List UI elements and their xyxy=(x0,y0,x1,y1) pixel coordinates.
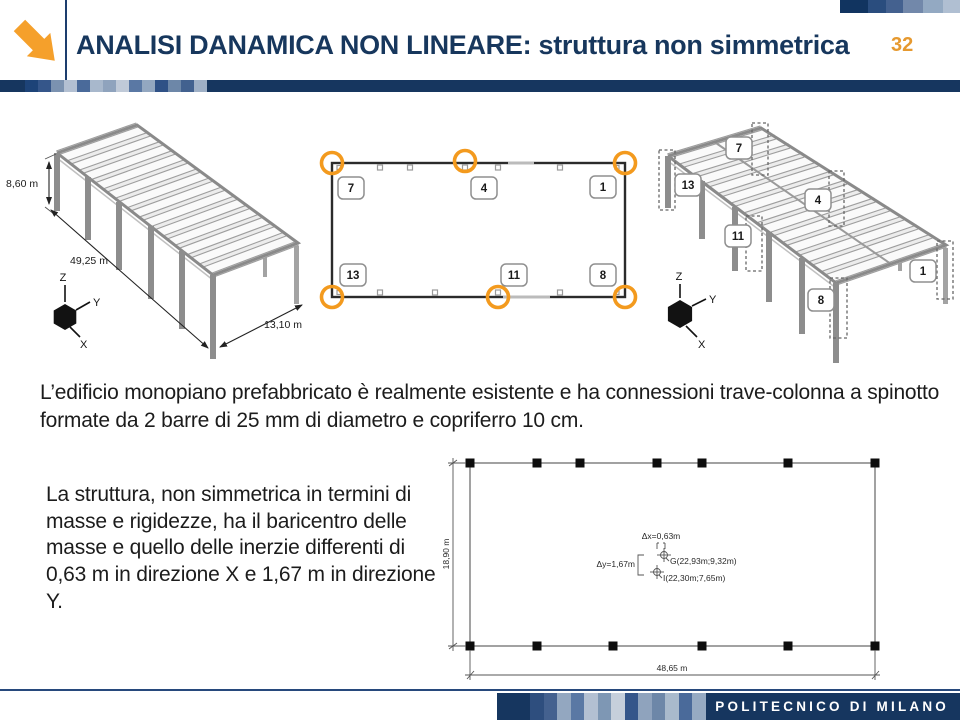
svg-text:8: 8 xyxy=(817,295,825,307)
svg-text:11: 11 xyxy=(731,231,745,243)
frame-number-label xyxy=(340,264,366,286)
svg-text:7: 7 xyxy=(347,183,355,195)
delta-y-label: Δy=1,67m xyxy=(596,559,635,569)
iso-view-left-figure xyxy=(0,98,312,360)
asymmetry-paragraph: La struttura, non simmetrica in termini di masse e rigidezze, ha il baricentro delle masse e quello delle inerzie differenti di 0,63 m in direzione X e 1,67 m in direzione Y. xyxy=(46,483,436,613)
axis-triad xyxy=(668,271,717,351)
dimension-height xyxy=(441,458,466,651)
iso-view-right-figure xyxy=(646,98,960,363)
footer-rule xyxy=(0,689,960,691)
frame-number-label xyxy=(805,189,831,211)
centroid-plan-figure xyxy=(438,448,960,688)
axis-x-label: X xyxy=(80,339,88,351)
dimension-height xyxy=(6,154,56,214)
dimension-width xyxy=(465,650,880,680)
svg-text:48,65 m: 48,65 m xyxy=(656,663,688,673)
footer-mosaic xyxy=(530,693,706,720)
centroid-i-label: I(22,30m;7,65m) xyxy=(663,573,726,583)
slide-number-badge: 32 xyxy=(891,34,914,56)
frame-number-label xyxy=(590,176,616,198)
svg-text:7: 7 xyxy=(735,143,743,155)
svg-text:13,10 m: 13,10 m xyxy=(264,319,302,331)
svg-text:8,60 m: 8,60 m xyxy=(6,178,39,190)
column-markers xyxy=(466,459,880,651)
svg-text:1: 1 xyxy=(599,182,607,194)
frame-number-label xyxy=(910,260,936,282)
svg-text:1: 1 xyxy=(919,266,927,278)
frame-number-label xyxy=(808,289,834,311)
axis-y-label: Y xyxy=(93,297,101,309)
axis-y-label: Y xyxy=(709,294,717,306)
plan-outline xyxy=(470,463,875,646)
header-bar xyxy=(0,80,960,92)
centroid-annotations xyxy=(596,531,736,583)
footer-brand: POLITECNICO DI MILANO xyxy=(715,699,949,714)
frame-number-label xyxy=(338,177,364,199)
frame-number-label xyxy=(501,264,527,286)
svg-text:13: 13 xyxy=(681,180,695,192)
frame-number-label xyxy=(726,137,752,159)
dimension-width xyxy=(220,305,302,347)
centroid-g-marker xyxy=(657,548,671,562)
polimi-arrow-logo-icon xyxy=(7,13,61,67)
svg-text:49,25 m: 49,25 m xyxy=(70,255,108,267)
svg-text:18,90 m: 18,90 m xyxy=(441,538,451,570)
frame-number-label xyxy=(471,177,497,199)
axis-x-label: X xyxy=(698,339,706,351)
axis-z-label: Z xyxy=(59,272,67,284)
axis-z-label: Z xyxy=(675,271,683,283)
description-paragraph: L’edificio monopiano prefabbricato è realmente esistente e ha connessioni trave-colonna a spinotto formate da 2 barre di 25 mm di diametro e copriferro 10 cm. xyxy=(40,381,940,432)
frame-number-label xyxy=(725,225,751,247)
axis-triad xyxy=(54,272,101,351)
frame-number-label xyxy=(590,264,616,286)
header-bar-mosaic xyxy=(25,80,207,92)
footer-bar xyxy=(497,693,960,720)
frame-number-label xyxy=(675,174,701,196)
svg-text:13: 13 xyxy=(346,270,360,282)
centroid-g-label: G(22,93m;9,32m) xyxy=(670,556,737,566)
header-divider xyxy=(65,0,67,80)
svg-text:4: 4 xyxy=(814,195,822,207)
svg-text:8: 8 xyxy=(599,270,607,282)
svg-text:11: 11 xyxy=(507,270,521,282)
centroid-i-marker xyxy=(650,565,664,579)
header-corner-mosaic xyxy=(840,0,960,13)
plan-view-top-figure xyxy=(318,140,648,320)
delta-x-label: Δx=0,63m xyxy=(641,531,681,541)
svg-text:4: 4 xyxy=(480,183,488,195)
page-title: ANALISI DANAMICA NON LINEARE: struttura non simmetrica xyxy=(76,30,850,60)
